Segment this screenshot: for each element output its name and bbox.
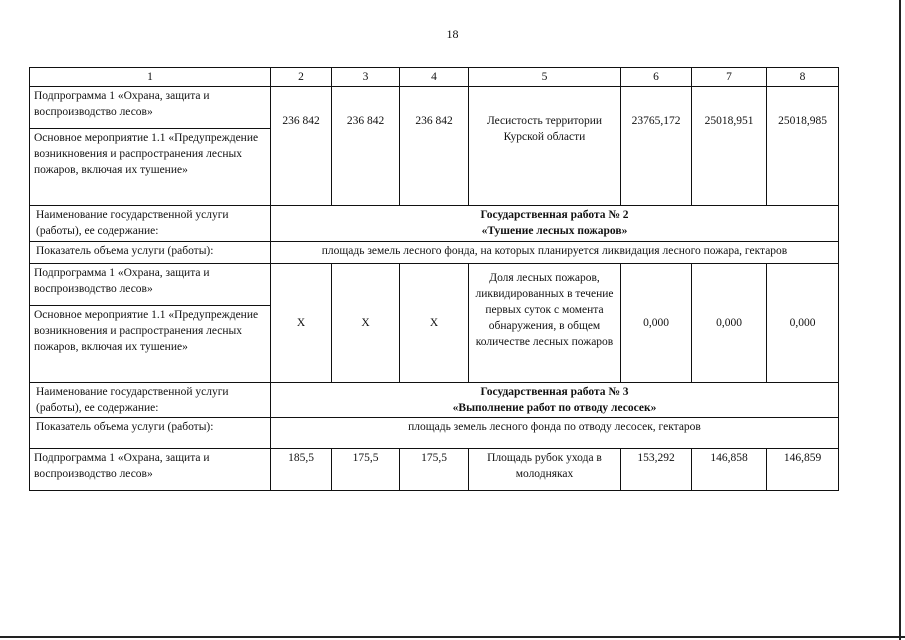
- page-number: 18: [446, 27, 459, 41]
- block3-indicator: Площадь рубок ухода в молодняках: [469, 449, 621, 491]
- page-edge-bottom: [0, 636, 905, 638]
- block3-col6: 153,292: [621, 449, 692, 491]
- program-table: [29, 67, 839, 491]
- block1-col6: 23765,172: [621, 87, 692, 206]
- service2-title-line1: Государственная работа № 2: [480, 209, 629, 221]
- service2-label: Наименование государственной услуги (работы), ее содержание:: [30, 206, 271, 242]
- service3-title-line2: «Выполнение работ по отводу лесосек»: [452, 402, 657, 414]
- block2-program: Подпрограмма 1 «Охрана, защита и воспроизводство лесов»: [30, 264, 271, 306]
- volume3-value: площадь земель лесного фонда по отводу лесосек, гектаров: [271, 418, 839, 449]
- block2-program-row: [30, 264, 839, 306]
- page-edge-right: [899, 0, 901, 640]
- block1-program-row: [30, 87, 839, 129]
- block3-col8: 146,859: [767, 449, 839, 491]
- block2-col3: X: [332, 264, 400, 383]
- block2-col2: X: [271, 264, 332, 383]
- block1-col4: 236 842: [400, 87, 469, 206]
- block2-measure: Основное мероприятие 1.1 «Предупреждение возникновения и распространения лесных пожаров, включая их тушение»: [30, 306, 271, 383]
- header-cell-8: 8: [767, 68, 839, 87]
- header-cell-1: 1: [30, 68, 271, 87]
- header-cell-6: 6: [621, 68, 692, 87]
- block3-col4: 175,5: [400, 449, 469, 491]
- volume3-label: Показатель объема услуги (работы):: [30, 418, 271, 449]
- volume2-value: площадь земель лесного фонда, на которых планируется ликвидация лесного пожара, гектаров: [271, 242, 839, 264]
- block1-col8: 25018,985: [767, 87, 839, 206]
- block3-col2: 185,5: [271, 449, 332, 491]
- block1-col7: 25018,951: [692, 87, 767, 206]
- block2-col8: 0,000: [767, 264, 839, 383]
- block1-measure: Основное мероприятие 1.1 «Предупреждение возникновения и распространения лесных пожаров, включая их тушение»: [30, 129, 271, 206]
- block3-program: Подпрограмма 1 «Охрана, защита и воспроизводство лесов»: [30, 449, 271, 491]
- header-cell-2: 2: [271, 68, 332, 87]
- service3-title-line1: Государственная работа № 3: [480, 386, 629, 398]
- volume2-row: [30, 242, 839, 264]
- block2-col6: 0,000: [621, 264, 692, 383]
- block2-col7: 0,000: [692, 264, 767, 383]
- block3-col3: 175,5: [332, 449, 400, 491]
- block3-row: [30, 449, 839, 491]
- block1-indicator: Лесистость территории Курской области: [469, 87, 621, 206]
- block1-program: Подпрограмма 1 «Охрана, защита и воспроизводство лесов»: [30, 87, 271, 129]
- service2-title-line2: «Тушение лесных пожаров»: [481, 225, 628, 237]
- block1-col3: 236 842: [332, 87, 400, 206]
- header-cell-3: 3: [332, 68, 400, 87]
- block3-col7: 146,858: [692, 449, 767, 491]
- service3-row: [30, 383, 839, 418]
- block2-indicator: Доля лесных пожаров, ликвидированных в течение первых суток с момента обнаружения, в общем количестве лесных пожаров: [469, 264, 621, 383]
- volume2-label: Показатель объема услуги (работы):: [30, 242, 271, 264]
- header-cell-5: 5: [469, 68, 621, 87]
- block2-col4: X: [400, 264, 469, 383]
- volume3-row: [30, 418, 839, 449]
- service2-title: [271, 206, 839, 242]
- service3-title: [271, 383, 839, 418]
- block1-col2: 236 842: [271, 87, 332, 206]
- header-cell-7: 7: [692, 68, 767, 87]
- service3-label: Наименование государственной услуги (работы), ее содержание:: [30, 383, 271, 418]
- service2-row: [30, 206, 839, 242]
- header-cell-4: 4: [400, 68, 469, 87]
- header-row: [30, 68, 839, 87]
